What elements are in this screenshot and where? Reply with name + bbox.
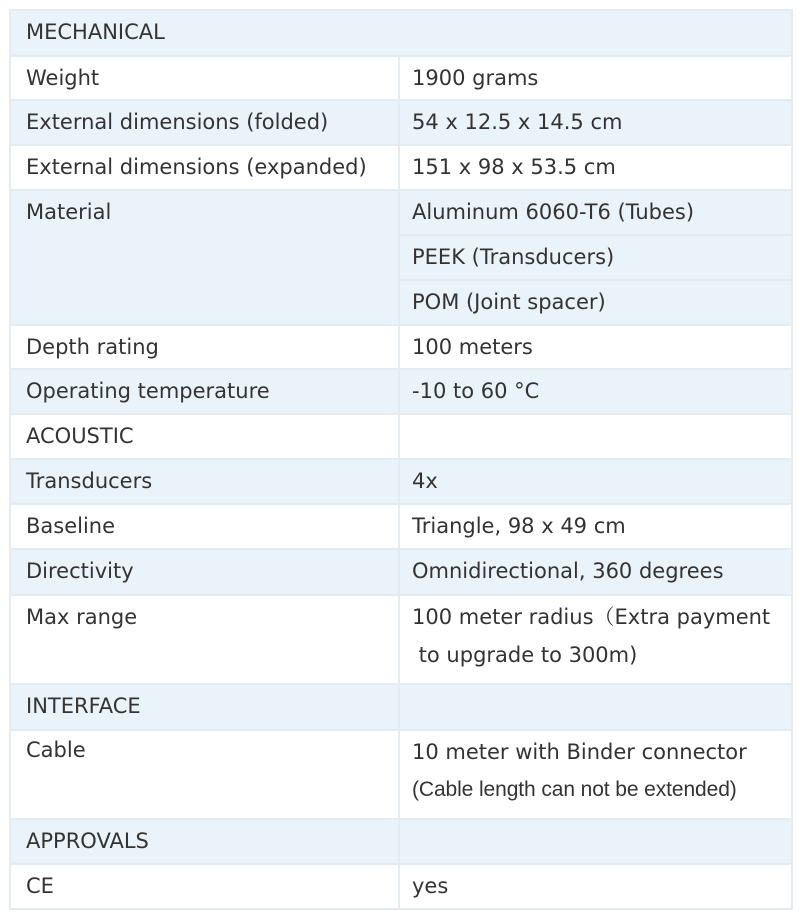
row-value: 151 x 98 x 53.5 cm — [399, 145, 792, 190]
table-row — [10, 730, 792, 819]
section-header-mechanical — [10, 10, 792, 56]
row-value: 100 meters — [399, 325, 792, 369]
row-value: Omnidirectional, 360 degrees — [399, 549, 792, 595]
row-label: Material — [10, 190, 399, 325]
section-header-interface — [10, 684, 792, 730]
row-value: -10 to 60 °C — [399, 369, 792, 414]
table-row — [10, 145, 792, 190]
row-label: Transducers — [10, 459, 399, 504]
empty-cell — [399, 414, 792, 459]
row-value: 1900 grams — [399, 56, 792, 100]
section-header-approvals — [10, 819, 792, 864]
row-value: yes — [399, 864, 792, 909]
row-value: POM (Joint spacer) — [399, 280, 792, 325]
row-value-multiline — [399, 595, 792, 684]
table-row — [10, 56, 792, 100]
table-row — [10, 549, 792, 595]
row-label: Cable — [10, 730, 399, 819]
row-value: 54 x 12.5 x 14.5 cm — [399, 100, 792, 145]
table-row — [10, 595, 792, 684]
row-value: 4x — [399, 459, 792, 504]
row-label: CE — [10, 864, 399, 909]
row-label: Weight — [10, 56, 399, 100]
spec-table — [9, 9, 793, 910]
value-line: 100 meter radius（Extra payment — [412, 605, 771, 629]
row-value: Aluminum 6060-T6 (Tubes) — [399, 190, 792, 235]
value-line: 10 meter with Binder connector — [412, 740, 747, 764]
row-value: Triangle, 98 x 49 cm — [399, 504, 792, 549]
empty-cell — [399, 684, 792, 730]
row-label: Depth rating — [10, 325, 399, 369]
table-row — [10, 369, 792, 414]
section-header-acoustic — [10, 414, 792, 459]
row-label: External dimensions (folded) — [10, 100, 399, 145]
row-label: External dimensions (expanded) — [10, 145, 399, 190]
section-title: INTERFACE — [10, 684, 399, 730]
table-row-material — [10, 190, 792, 235]
row-label: Max range — [10, 595, 399, 684]
row-value-multiline — [399, 730, 792, 819]
table-row — [10, 504, 792, 549]
value-line: to upgrade to 300m) — [412, 643, 638, 667]
row-label: Directivity — [10, 549, 399, 595]
row-value: PEEK (Transducers) — [399, 235, 792, 280]
table-row — [10, 325, 792, 369]
table-row — [10, 864, 792, 909]
table-row — [10, 100, 792, 145]
row-label: Baseline — [10, 504, 399, 549]
empty-cell — [399, 819, 792, 864]
table-row — [10, 459, 792, 504]
row-label: Operating temperature — [10, 369, 399, 414]
section-title: MECHANICAL — [10, 10, 792, 56]
section-title: APPROVALS — [10, 819, 399, 864]
section-title: ACOUSTIC — [10, 414, 399, 459]
value-line: (Cable length can not be extended) — [412, 778, 737, 801]
